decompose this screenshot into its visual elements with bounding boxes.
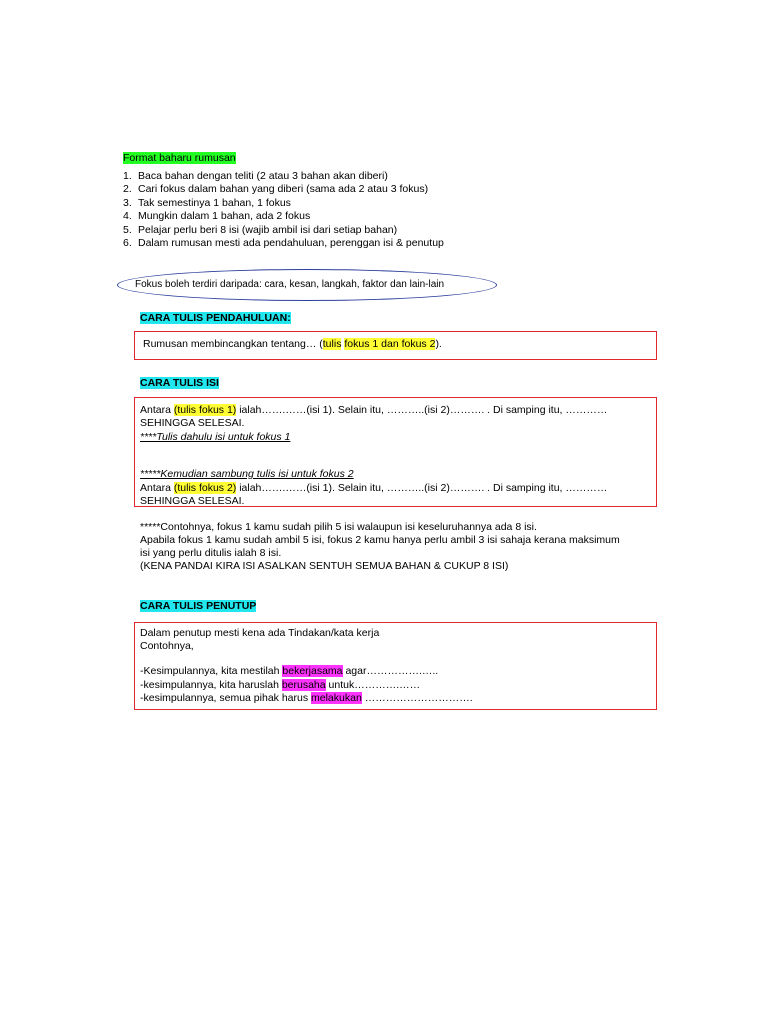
isi-line-1 [140, 404, 607, 417]
isi-line-2: SEHINGGA SELESAI. [140, 417, 245, 429]
list-item-number: 3. [123, 196, 132, 209]
list-item [123, 183, 444, 196]
list-item-number: 5. [123, 223, 132, 236]
isi-note-1: ****Tulis dahulu isi untuk fokus 1 [140, 431, 291, 443]
penutup-example-1-prefix: -Kesimpulannya, kita mestilah [140, 665, 283, 677]
pendahuluan-highlight-tulis: tulis [322, 338, 342, 350]
document-title [123, 152, 236, 164]
penutup-example-3-highlight: melakukan [311, 692, 362, 704]
penutup-example-1 [140, 665, 438, 678]
isi-line-3 [140, 482, 607, 495]
list-item [123, 197, 444, 210]
isi-line-3-highlight: (tulis fokus 2) [173, 482, 237, 494]
steps-list [123, 170, 444, 250]
penutup-example-2-prefix: -kesimpulannya, kita haruslah [140, 679, 282, 691]
list-item [123, 224, 444, 237]
list-item-number: 6. [123, 237, 132, 250]
contoh-line-1: *****Contohnya, fokus 1 kamu sudah pilih 5 isi walaupun isi keseluruhannya ada 8 isi. [140, 521, 537, 533]
isi-line-3-prefix: Antara [140, 482, 174, 494]
isi-line-1-prefix: Antara [140, 404, 174, 416]
list-item-number: 1. [123, 170, 132, 182]
penutup-example-2-highlight: berusaha [281, 679, 326, 691]
penutup-heading [140, 600, 256, 612]
penutup-example-2-suffix: untuk………….…… [325, 679, 421, 691]
pendahuluan-prefix: Rumusan membincangkan tentang… ( [143, 338, 323, 350]
list-item [123, 237, 444, 250]
pendahuluan-line [143, 338, 442, 350]
list-item-text: Mungkin dalam 1 bahan, ada 2 fokus [138, 210, 311, 223]
isi-line-1-rest: ialah…….……(isi 1). Selain itu, ………..(isi 2)………. . Di samping itu, ………… [236, 404, 608, 416]
isi-note-2: *****Kemudian sambung tulis isi untuk fokus 2 [140, 468, 354, 480]
list-item-number: 4. [123, 210, 132, 223]
contoh-line-4: (KENA PANDAI KIRA ISI ASALKAN SENTUH SEMUA BAHAN & CUKUP 8 ISI) [140, 560, 509, 572]
list-item-number: 2. [123, 183, 132, 196]
isi-line-1-highlight: (tulis fokus 1) [173, 404, 237, 416]
isi-line-3-rest: ialah…….……(isi 1). Selain itu, ………..(isi 2)………. . Di samping itu, ………… [236, 482, 608, 494]
penutup-example-1-suffix: agar…………….….. [342, 665, 439, 677]
penutup-example-3-prefix: -kesimpulannya, semua pihak harus [140, 692, 312, 704]
isi-heading-text: CARA TULIS ISI [140, 377, 219, 389]
contoh-line-3: isi yang perlu ditulis ialah 8 isi. [140, 547, 282, 559]
isi-heading [140, 377, 219, 389]
penutup-example-2 [140, 679, 420, 692]
pendahuluan-suffix: ). [435, 338, 442, 350]
list-item-text: Tak semestinya 1 bahan, 1 fokus [138, 196, 291, 209]
list-item-text: Pelajar perlu beri 8 isi (wajib ambil isi dari setiap bahan) [138, 223, 398, 236]
penutup-example-3-suffix: …………………………. [361, 692, 473, 704]
penutup-line-2: Contohnya, [140, 640, 194, 652]
fokus-note: Fokus boleh terdiri daripada: cara, kesan, langkah, faktor dan lain-lain [135, 279, 445, 290]
pendahuluan-highlight-fokus: fokus 1 dan fokus 2 [344, 338, 436, 350]
penutup-line-1: Dalam penutup mesti kena ada Tindakan/kata kerja [140, 627, 380, 639]
pendahuluan-heading [140, 312, 291, 324]
list-item-text: Baca bahan dengan teliti (2 atau 3 bahan akan diberi) [138, 170, 388, 182]
list-item-text: Dalam rumusan mesti ada pendahuluan, perenggan isi & penutup [138, 237, 444, 250]
penutup-example-3 [140, 692, 473, 705]
isi-line-4: SEHINGGA SELESAI. [140, 495, 245, 507]
list-item [123, 210, 444, 223]
penutup-heading-text: CARA TULIS PENUTUP [140, 600, 257, 612]
penutup-example-1-highlight: bekerjasama [282, 665, 343, 677]
contoh-line-2: Apabila fokus 1 kamu sudah ambil 5 isi, fokus 2 kamu hanya perlu ambil 3 isi sahaja kerana maksimum [140, 534, 620, 546]
pendahuluan-heading-text: CARA TULIS PENDAHULUAN: [140, 312, 291, 324]
document-title-text: Format baharu rumusan [123, 152, 236, 164]
list-item [123, 170, 444, 183]
list-item-text: Cari fokus dalam bahan yang diberi (sama ada 2 atau 3 fokus) [138, 183, 429, 196]
